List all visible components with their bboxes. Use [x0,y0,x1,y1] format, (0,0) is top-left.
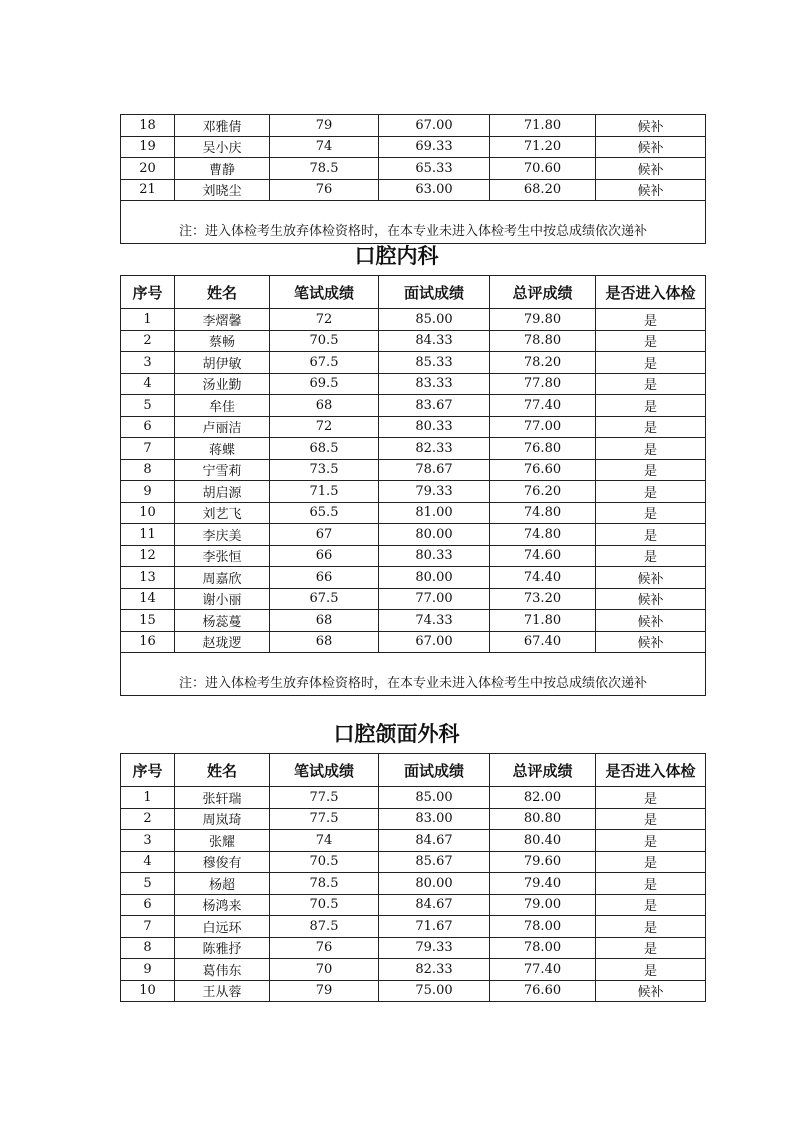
section-title-maxillofacial-surgery: 口腔颌面外科 [333,722,460,746]
cell-total: 74.60 [490,545,596,567]
cell-name: 汤业勤 [175,373,270,395]
cell-interview: 67.00 [379,115,490,137]
cell-total: 78.00 [490,916,596,938]
cell-name: 张耀 [175,830,270,852]
cell-status: 候补 [596,158,706,180]
cell-no: 18 [121,115,175,137]
cell-no: 10 [121,502,175,524]
cell-name: 杨超 [175,873,270,895]
cell-interview: 85.00 [379,787,490,809]
cell-interview: 80.00 [379,873,490,895]
cell-name: 胡伊敏 [175,352,270,374]
header-name: 姓名 [175,276,270,309]
table-row [121,158,706,180]
table-row [121,610,706,632]
cell-written: 66 [270,567,379,589]
cell-total: 82.00 [490,787,596,809]
cell-written: 68 [270,610,379,632]
cell-name: 王从蓉 [175,980,270,1002]
table-row [121,808,706,830]
cell-total: 71.80 [490,610,596,632]
cell-interview: 74.33 [379,610,490,632]
cell-status: 是 [596,524,706,546]
cell-written: 77.5 [270,787,379,809]
cell-total: 79.40 [490,873,596,895]
cell-total: 77.40 [490,959,596,981]
cell-written: 78.5 [270,873,379,895]
cell-no: 9 [121,959,175,981]
header-total: 总评成绩 [490,276,596,309]
cell-name: 蒋蝶 [175,438,270,460]
cell-no: 5 [121,873,175,895]
cell-interview: 67.00 [379,631,490,653]
cell-no: 15 [121,610,175,632]
cell-no: 9 [121,481,175,503]
cell-written: 67 [270,524,379,546]
cell-no: 11 [121,524,175,546]
cell-interview: 83.00 [379,808,490,830]
cell-total: 80.80 [490,808,596,830]
table-row [121,980,706,1002]
cell-name: 杨鸿来 [175,894,270,916]
cell-no: 21 [121,179,175,201]
table-row [121,416,706,438]
score-table-continued [120,114,706,244]
cell-interview: 84.67 [379,894,490,916]
cell-interview: 82.33 [379,959,490,981]
cell-interview: 75.00 [379,980,490,1002]
table-header-row [121,754,706,787]
table-row [121,524,706,546]
table-row [121,481,706,503]
cell-no: 2 [121,330,175,352]
cell-status: 是 [596,373,706,395]
header-no: 序号 [121,276,175,309]
header-written: 笔试成绩 [270,754,379,787]
cell-written: 79 [270,980,379,1002]
cell-no: 7 [121,438,175,460]
cell-no: 10 [121,980,175,1002]
table-row [121,179,706,201]
cell-interview: 80.33 [379,545,490,567]
table-row [121,309,706,331]
cell-total: 78.00 [490,937,596,959]
table-row [121,830,706,852]
cell-status: 候补 [596,631,706,653]
cell-total: 78.20 [490,352,596,374]
cell-status: 候补 [596,136,706,158]
cell-interview: 65.33 [379,158,490,180]
cell-status: 是 [596,352,706,374]
cell-name: 穆俊有 [175,851,270,873]
score-table-body [121,787,706,1002]
cell-status: 候补 [596,115,706,137]
header-name: 姓名 [175,754,270,787]
cell-no: 4 [121,851,175,873]
cell-total: 78.80 [490,330,596,352]
cell-written: 87.5 [270,916,379,938]
cell-status: 是 [596,916,706,938]
cell-written: 65.5 [270,502,379,524]
cell-name: 宁雪莉 [175,459,270,481]
cell-written: 70.5 [270,894,379,916]
cell-written: 73.5 [270,459,379,481]
score-table-oral-medicine [120,275,706,696]
cell-no: 20 [121,158,175,180]
cell-total: 67.40 [490,631,596,653]
cell-interview: 78.67 [379,459,490,481]
cell-interview: 83.67 [379,395,490,417]
cell-total: 71.20 [490,136,596,158]
table-row [121,787,706,809]
cell-total: 77.00 [490,416,596,438]
table-row [121,567,706,589]
cell-status: 是 [596,502,706,524]
cell-total: 76.60 [490,980,596,1002]
cell-total: 79.00 [490,894,596,916]
cell-name: 吴小庆 [175,136,270,158]
cell-name: 刘晓尘 [175,179,270,201]
cell-no: 14 [121,588,175,610]
cell-status: 是 [596,808,706,830]
cell-name: 蔡畅 [175,330,270,352]
cell-status: 是 [596,787,706,809]
table-row [121,373,706,395]
cell-interview: 63.00 [379,179,490,201]
header-written: 笔试成绩 [270,276,379,309]
score-table-body [121,309,706,653]
cell-total: 73.20 [490,588,596,610]
cell-written: 70.5 [270,851,379,873]
cell-status: 是 [596,330,706,352]
cell-name: 曹静 [175,158,270,180]
table-row [121,136,706,158]
cell-written: 67.5 [270,352,379,374]
table-note: 注：进入体检考生放弃体检资格时，在本专业未进入体检考生中按总成绩依次递补 [121,653,706,696]
cell-status: 是 [596,873,706,895]
table-header-row [121,276,706,309]
cell-no: 19 [121,136,175,158]
cell-written: 71.5 [270,481,379,503]
cell-interview: 84.33 [379,330,490,352]
table-row [121,395,706,417]
cell-total: 79.60 [490,851,596,873]
cell-total: 80.40 [490,830,596,852]
cell-written: 74 [270,136,379,158]
cell-total: 79.80 [490,309,596,331]
cell-interview: 81.00 [379,502,490,524]
cell-no: 6 [121,416,175,438]
cell-status: 候补 [596,179,706,201]
cell-interview: 85.33 [379,352,490,374]
cell-name: 赵珑逻 [175,631,270,653]
cell-status: 候补 [596,567,706,589]
cell-interview: 82.33 [379,438,490,460]
cell-name: 杨蕊蔓 [175,610,270,632]
cell-name: 李庆美 [175,524,270,546]
cell-name: 白远环 [175,916,270,938]
cell-written: 70 [270,959,379,981]
cell-name: 胡启源 [175,481,270,503]
cell-interview: 80.00 [379,567,490,589]
cell-total: 70.60 [490,158,596,180]
cell-interview: 80.00 [379,524,490,546]
cell-status: 候补 [596,588,706,610]
cell-no: 16 [121,631,175,653]
cell-status: 候补 [596,980,706,1002]
cell-total: 76.80 [490,438,596,460]
table-row [121,459,706,481]
cell-interview: 84.67 [379,830,490,852]
cell-name: 谢小丽 [175,588,270,610]
table-row [121,330,706,352]
cell-written: 74 [270,830,379,852]
cell-no: 7 [121,916,175,938]
cell-status: 是 [596,937,706,959]
cell-total: 68.20 [490,179,596,201]
table-row [121,894,706,916]
cell-name: 李熠馨 [175,309,270,331]
cell-interview: 71.67 [379,916,490,938]
cell-written: 79 [270,115,379,137]
cell-status: 是 [596,545,706,567]
cell-status: 是 [596,959,706,981]
cell-name: 李张恒 [175,545,270,567]
table-row [121,916,706,938]
cell-status: 是 [596,395,706,417]
cell-interview: 85.67 [379,851,490,873]
table-row [121,937,706,959]
header-status: 是否进入体检 [596,754,706,787]
table-row [121,851,706,873]
score-table-body [121,115,706,201]
cell-written: 76 [270,179,379,201]
cell-written: 76 [270,937,379,959]
cell-interview: 85.00 [379,309,490,331]
cell-no: 12 [121,545,175,567]
cell-written: 68 [270,395,379,417]
score-table-maxillofacial-surgery [120,753,706,1002]
cell-status: 是 [596,894,706,916]
cell-written: 70.5 [270,330,379,352]
cell-status: 是 [596,459,706,481]
cell-name: 周嘉欣 [175,567,270,589]
cell-total: 76.20 [490,481,596,503]
header-total: 总评成绩 [490,754,596,787]
cell-no: 4 [121,373,175,395]
cell-no: 2 [121,808,175,830]
cell-no: 8 [121,459,175,481]
cell-written: 68 [270,631,379,653]
table-row [121,438,706,460]
section-title-oral-medicine: 口腔内科 [354,244,439,268]
cell-written: 69.5 [270,373,379,395]
cell-written: 77.5 [270,808,379,830]
cell-no: 1 [121,787,175,809]
cell-written: 72 [270,416,379,438]
cell-no: 3 [121,352,175,374]
cell-name: 陈雅抒 [175,937,270,959]
table-row [121,545,706,567]
cell-status: 是 [596,416,706,438]
cell-total: 74.80 [490,524,596,546]
cell-status: 候补 [596,610,706,632]
cell-no: 3 [121,830,175,852]
cell-total: 74.80 [490,502,596,524]
cell-interview: 77.00 [379,588,490,610]
table-row [121,959,706,981]
cell-name: 周岚琦 [175,808,270,830]
cell-name: 卢丽洁 [175,416,270,438]
table-row [121,352,706,374]
table-row [121,588,706,610]
cell-written: 78.5 [270,158,379,180]
cell-status: 是 [596,851,706,873]
cell-no: 13 [121,567,175,589]
cell-total: 76.60 [490,459,596,481]
header-no: 序号 [121,754,175,787]
cell-total: 74.40 [490,567,596,589]
cell-name: 葛伟东 [175,959,270,981]
cell-name: 刘艺飞 [175,502,270,524]
cell-interview: 80.33 [379,416,490,438]
cell-interview: 79.33 [379,937,490,959]
cell-status: 是 [596,438,706,460]
cell-interview: 79.33 [379,481,490,503]
cell-status: 是 [596,830,706,852]
header-interview: 面试成绩 [379,276,490,309]
table-row [121,631,706,653]
cell-written: 68.5 [270,438,379,460]
cell-total: 77.40 [490,395,596,417]
cell-interview: 69.33 [379,136,490,158]
cell-total: 77.80 [490,373,596,395]
cell-status: 是 [596,481,706,503]
cell-no: 1 [121,309,175,331]
cell-no: 8 [121,937,175,959]
cell-written: 72 [270,309,379,331]
cell-name: 牟佳 [175,395,270,417]
table-row [121,873,706,895]
cell-interview: 83.33 [379,373,490,395]
cell-total: 71.80 [490,115,596,137]
cell-written: 66 [270,545,379,567]
table-row [121,115,706,137]
cell-status: 是 [596,309,706,331]
table-row [121,502,706,524]
header-interview: 面试成绩 [379,754,490,787]
cell-name: 邓雅倩 [175,115,270,137]
cell-no: 6 [121,894,175,916]
cell-name: 张轩瑞 [175,787,270,809]
table-note: 注：进入体检考生放弃体检资格时，在本专业未进入体检考生中按总成绩依次递补 [121,201,706,244]
cell-written: 67.5 [270,588,379,610]
header-status: 是否进入体检 [596,276,706,309]
cell-no: 5 [121,395,175,417]
